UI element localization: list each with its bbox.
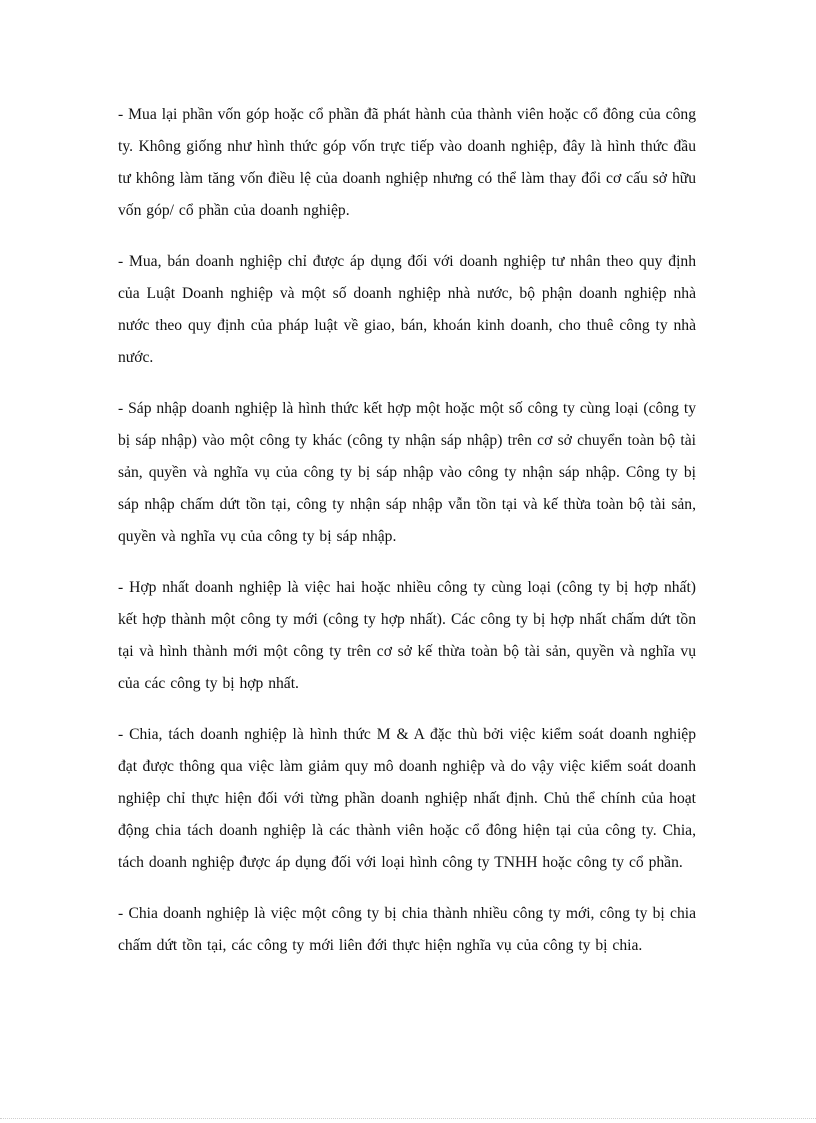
paragraph-division-separation: - Chia, tách doanh nghiệp là hình thức M & A đặc thù bởi việc kiểm soát doanh nghiệp đạt được thông qua việc làm giảm quy mô doanh nghiệp và do vậy việc kiểm soát doanh nghiệp chỉ thực hiện đối với từng phần doanh nghiệp nhất định. Chủ thể chính của hoạt động chia tách doanh nghiệp là các thành viên hoặc cổ đông hiện tại của công ty. Chia, tách doanh nghiệp được áp dụng đối với loại hình công ty TNHH hoặc công ty cổ phần.: [118, 726, 696, 871]
paragraph-purchase-sale: - Mua, bán doanh nghiệp chỉ được áp dụng đối với doanh nghiệp tư nhân theo quy định của Luật Doanh nghiệp và một số doanh nghiệp nhà nước, bộ phận doanh nghiệp nhà nước theo quy định của pháp luật về giao, bán, khoán kinh doanh, cho thuê công ty nhà nước.: [118, 253, 696, 366]
page-bottom-divider: [0, 1118, 816, 1119]
paragraph-division: - Chia doanh nghiệp là việc một công ty bị chia thành nhiều công ty mới, công ty bị chia chấm dứt tồn tại, các công ty mới liên đới thực hiện nghĩa vụ của công ty bị chia.: [118, 905, 696, 954]
paragraph-merger-acquisition: - Sáp nhập doanh nghiệp là hình thức kết hợp một hoặc một số công ty cùng loại (công ty bị sáp nhập) vào một công ty khác (công ty nhận sáp nhập) trên cơ sở chuyển toàn bộ tài sản, quyền và nghĩa vụ của công ty bị sáp nhập vào công ty nhận sáp nhập. Công ty bị sáp nhập chấm dứt tồn tại, công ty nhận sáp nhập vẫn tồn tại và kế thừa toàn bộ tài sản, quyền và nghĩa vụ của công ty bị sáp nhập.: [118, 400, 696, 545]
paragraph-buyback: - Mua lại phần vốn góp hoặc cổ phần đã phát hành của thành viên hoặc cổ đông của công ty. Không giống như hình thức góp vốn trực tiếp vào doanh nghiệp, đây là hình thức đầu tư không làm tăng vốn điều lệ của doanh nghiệp nhưng có thể làm thay đổi cơ cấu sở hữu vốn góp/ cổ phần của doanh nghiệp.: [118, 106, 696, 219]
paragraph-consolidation: - Hợp nhất doanh nghiệp là việc hai hoặc nhiều công ty cùng loại (công ty bị hợp nhất) kết hợp thành một công ty mới (công ty hợp nhất). Các công ty bị hợp nhất chấm dứt tồn tại và hình thành mới một công ty trên cơ sở kế thừa toàn bộ tài sản, quyền và nghĩa vụ của các công ty bị hợp nhất.: [118, 579, 696, 692]
document-body: [118, 99, 696, 981]
